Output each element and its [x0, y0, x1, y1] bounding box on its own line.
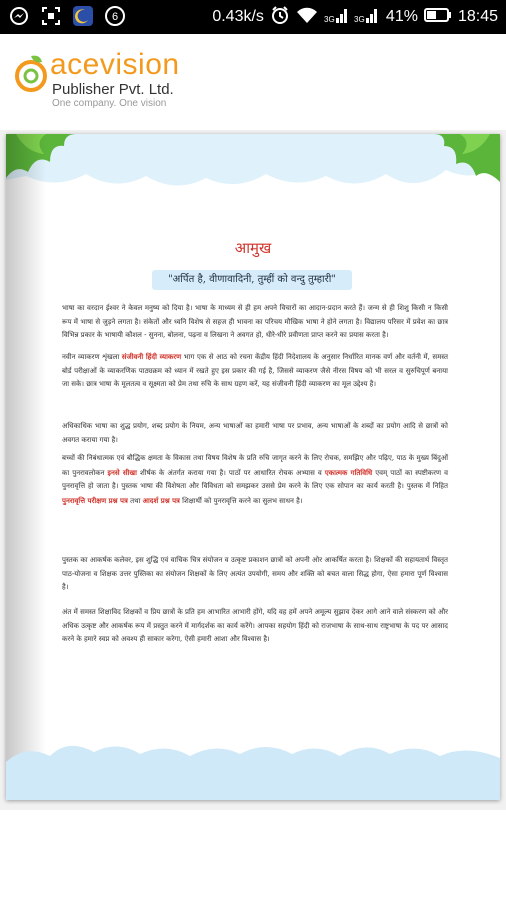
- acevision-logo-icon: [14, 52, 48, 96]
- paragraph-text: भाषा का वरदान ईश्वर ने केवल मनुष्य को दिया है। भाषा के माध्यम से ही हम अपने विचारों का आदान-प्रदान करते हैं। जन्म से ही शिशु किसी न किसी रूप में भाषा से जुड़ने लगता है। संकेतों और ध्वनि विशेष से सहज ही भावना का परिचय मौखिक भाषा ने होने लगता है। विद्यालय परिसर में प्रवेश का छात्र विभिन्न प्रकार के भाषायी कौशल - सुनना, बोलना, पढ़ना व लिखना ने अवगत हो, धीरे-धीरे प्रवीणता प्राप्त करने का प्रयास करता है।: [62, 304, 448, 339]
- page-title: आमुख: [234, 239, 272, 257]
- book-page[interactable]: [6, 134, 500, 800]
- brand-tagline: One company. One vision: [52, 98, 167, 109]
- paragraph: [62, 302, 448, 343]
- paragraph-text: बच्चों की निबंधात्मक एवं बौद्धिक क्षमता के विकास तथा विषय विशेष के प्रति रुचि जागृत करने के लिए रोचक, समझिए और पढ़िए, पाठ के मुख्य बिंदुओं का पुनरावलोकन: [62, 454, 448, 477]
- network-speed: 0.43k/s: [212, 8, 264, 25]
- highlighted-term: इनसे सीखा: [107, 467, 137, 477]
- notification-count-icon: [104, 5, 126, 27]
- highlighted-term: आदर्श प्रश्न पत्र: [142, 495, 180, 505]
- status-bar: [0, 0, 506, 34]
- paragraph: [62, 452, 448, 508]
- paragraph-text: नवीन व्याकरण शृंखला: [62, 353, 122, 361]
- page-fold-shadow: [6, 134, 46, 800]
- signal-3g-icon: [324, 6, 348, 29]
- paragraph-text: तथा: [127, 496, 143, 505]
- leaf-cloud-decoration-top: [6, 134, 500, 214]
- alarm-icon: [270, 5, 290, 30]
- messenger-icon: [8, 5, 30, 27]
- screenshot-icon: [40, 5, 62, 27]
- clock: 18:45: [457, 8, 498, 25]
- paragraph-text: अधिकाधिक भाषा का शुद्ध प्रयोग, शब्द प्रयोग के नियम, अन्य भाषाओं का हमारी भाषा पर प्रभाव, अन्य भाषाओं के शब्दों का प्रयोग आदि से छात्रों को अवगत कराया गया है।: [62, 422, 448, 444]
- svg-text:3G: 3G: [323, 14, 335, 24]
- paragraph-text: अंत में समस्त शिक्षाविद शिक्षकों व प्रिय छात्रों के प्रति हम आभारित आभारी होंगे, यदि वह हमें अपने अमूल्य सुझाव देकर आगे आने वाले संस्करण को और अधिक उत्कृष्ट और आकर्षक रूप में प्रस्तुत करने में मार्गदर्शक का कार्य करेंगे। आपका सहयोग हिंदी को राजभाषा के साथ-साथ राष्ट्रभाषा के पद पर आसाद करने के हमारे स्वप्न को अवश्य ही साकार करेगा, ऐसी हमारी आशा और विश्वास है।: [62, 608, 448, 643]
- paragraph: [62, 606, 448, 647]
- paragraph: [62, 554, 448, 595]
- paragraph-text: एवम् पाठों का स्पष्टीकरण व पुनरावृत्ति हो जाता है। पुस्तक भाषा की विशेषता और विविधता को समझकर उससे प्रेम करने के लिए एक सोपान का कार्य करती है। पुस्तक में निहित: [62, 468, 449, 490]
- highlighted-term: पुनरावृत्ति परीक्षण प्रश्न पत्र: [62, 495, 128, 505]
- page-quote: "अर्पित है, वीणावादिनी, तुम्हीं को वन्दु तुम्हारी": [152, 270, 352, 290]
- book-viewer[interactable]: [0, 130, 506, 810]
- battery-percent: 41%: [385, 8, 418, 25]
- highlighted-term: एकात्मक गतिविधि: [324, 467, 373, 477]
- paragraph-text: भाग एक से आठ को रचना केंद्रीय हिंदी निदेशालय के अनुसार निर्धारित मानक वर्ण और वर्तनी में, समस्त बोर्ड परीक्षाओं के व्याकरणिक पाठ्यक्रम को ध्यान में रखते हुए इस प्रकार की गई है, जिससे व्याकरण जैसे नीरस विषय को भी सरल व सुरुचिपूर्ण बनाया जा सके। छात्र भाषा के मूलतत्व व सूक्ष्मता को प्रेम तथा रुचि के साथ ग्रहण करें, यह संजीवनी हिंदी व्याकरण का मूल उद्देश्य है।: [62, 353, 448, 388]
- brand-subtitle: Publisher Pvt. Ltd.: [52, 81, 174, 98]
- night-mode-icon: [72, 5, 94, 27]
- svg-text:3G: 3G: [353, 14, 365, 24]
- signal-icon: [354, 6, 380, 29]
- svg-text:6: 6: [111, 11, 119, 23]
- brand-name: acevision: [50, 48, 180, 81]
- battery-icon: [424, 7, 452, 28]
- paragraph: [62, 420, 448, 447]
- paragraph: [62, 350, 448, 392]
- paragraph-text: पुस्तक का आकर्षक कलेवर, इस शुद्धि एवं वाचिक चित्र संयोजन व उत्कृष्ट प्रकाशन छात्रों को अपनी ओर आकर्षित करता है। शिक्षकों की सहायतार्थ विस्तृत पाठ-योजना व शिक्षक उत्तर पुस्तिका का संयोजन शिक्षकों के लिए अत्यंत उपयोगी, समय और शक्ति को बचत वाला सिद्ध होगा, ऐसा हमारा पूर्ण विश्वास है।: [62, 556, 448, 591]
- highlighted-term: संजीवनी हिंदी व्याकरण: [121, 352, 182, 361]
- paragraph-text: शीर्षक के अंतर्गत कराया गया है। पाठों पर आधारित रोचक अभ्यास व: [136, 468, 325, 477]
- app-header: [0, 34, 506, 130]
- paragraph-text: शिक्षार्थी को पुनरावृत्ति करने का सुलभ साधन है।: [179, 496, 303, 505]
- wifi-icon: [296, 6, 318, 29]
- cloud-decoration-bottom: [6, 738, 500, 800]
